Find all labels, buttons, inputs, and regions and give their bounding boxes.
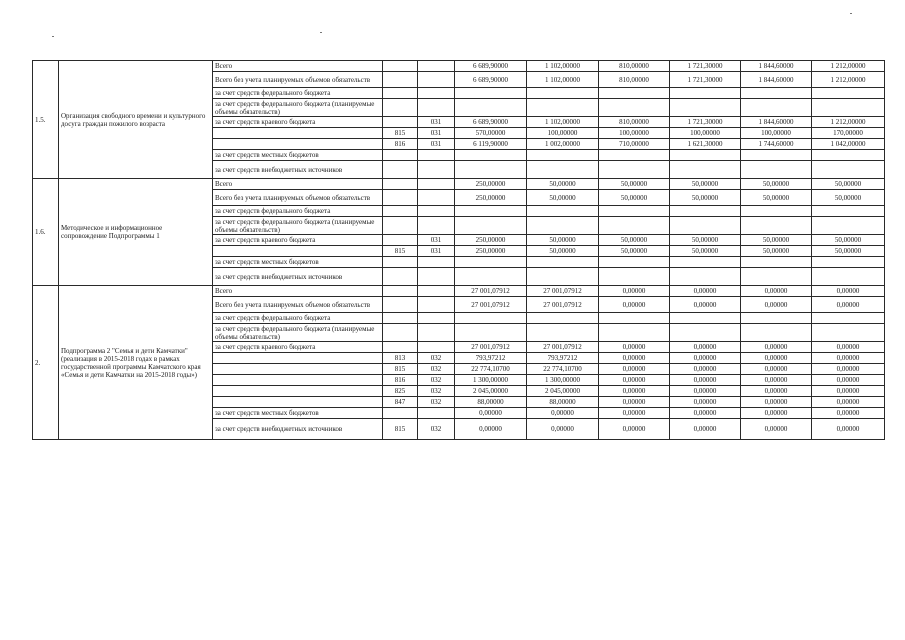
amount-cell: 0,00000 [812, 408, 885, 419]
grbs-code [383, 217, 418, 235]
amount-cell: 0,00000 [741, 386, 812, 397]
funding-source-label: за счет средств краевого бюджета [213, 235, 383, 246]
amount-cell: 0,00000 [670, 342, 741, 353]
grbs-code [383, 268, 418, 286]
amount-cell: 0,00000 [455, 408, 527, 419]
amount-cell: 0,00000 [599, 397, 670, 408]
section-title: Организация свободного времени и культурного досуга граждан пожилого возраста [59, 61, 213, 179]
amount-cell: 50,00000 [527, 235, 599, 246]
grbs-code [383, 61, 418, 72]
amount-cell: 100,00000 [741, 128, 812, 139]
section-code: 032 [418, 353, 455, 364]
funding-source-label [213, 364, 383, 375]
amount-cell: 0,00000 [670, 297, 741, 313]
grbs-code: 847 [383, 397, 418, 408]
amount-cell [455, 257, 527, 268]
amount-cell: 50,00000 [527, 190, 599, 206]
section-number: 2. [33, 286, 59, 440]
grbs-code: 813 [383, 353, 418, 364]
amount-cell: 1 102,00000 [527, 72, 599, 88]
amount-cell: 22 774,10700 [455, 364, 527, 375]
amount-cell: 0,00000 [741, 364, 812, 375]
amount-cell: 0,00000 [599, 408, 670, 419]
amount-cell [741, 313, 812, 324]
section-code [418, 179, 455, 190]
funding-source-label: Всего без учета планируемых объемов обязательств [213, 72, 383, 88]
amount-cell [741, 161, 812, 179]
funding-source-label: Всего [213, 61, 383, 72]
amount-cell [599, 217, 670, 235]
amount-cell: 0,00000 [741, 419, 812, 440]
section-code: 032 [418, 375, 455, 386]
section-code: 031 [418, 235, 455, 246]
grbs-code [383, 161, 418, 179]
amount-cell: 0,00000 [741, 342, 812, 353]
amount-cell [599, 257, 670, 268]
section-code: 032 [418, 397, 455, 408]
amount-cell [527, 161, 599, 179]
amount-cell [527, 99, 599, 117]
amount-cell [741, 150, 812, 161]
amount-cell: 710,00000 [599, 139, 670, 150]
section-code [418, 88, 455, 99]
amount-cell [455, 161, 527, 179]
amount-cell: 0,00000 [670, 397, 741, 408]
amount-cell [599, 324, 670, 342]
amount-cell: 1 212,00000 [812, 117, 885, 128]
amount-cell: 50,00000 [670, 235, 741, 246]
section-code [418, 161, 455, 179]
amount-cell: 50,00000 [741, 246, 812, 257]
grbs-code [383, 257, 418, 268]
section-code [418, 190, 455, 206]
section-title: Подпрограмма 2 "Семья и дети Камчатки" (реализация в 2015-2018 годах в рамках государственной программы Камчатского края «Семья и дети Камчатки на 2015-2018 годы») [59, 286, 213, 440]
amount-cell: 27 001,07912 [455, 342, 527, 353]
amount-cell [670, 150, 741, 161]
funding-source-label [213, 139, 383, 150]
amount-cell [527, 206, 599, 217]
amount-cell: 1 721,30000 [670, 61, 741, 72]
budget-table [32, 60, 885, 440]
funding-source-label: за счет средств местных бюджетов [213, 408, 383, 419]
grbs-code [383, 313, 418, 324]
amount-cell: 100,00000 [670, 128, 741, 139]
amount-cell: 0,00000 [812, 386, 885, 397]
grbs-code [383, 72, 418, 88]
amount-cell: 50,00000 [599, 235, 670, 246]
amount-cell: 0,00000 [455, 419, 527, 440]
section-code: 032 [418, 364, 455, 375]
amount-cell: 0,00000 [812, 375, 885, 386]
amount-cell [599, 206, 670, 217]
section-code [418, 217, 455, 235]
amount-cell: 0,00000 [599, 364, 670, 375]
amount-cell: 50,00000 [812, 246, 885, 257]
amount-cell: 50,00000 [527, 179, 599, 190]
amount-cell: 1 042,00000 [812, 139, 885, 150]
amount-cell [527, 88, 599, 99]
amount-cell [741, 257, 812, 268]
amount-cell: 1 300,00000 [455, 375, 527, 386]
amount-cell: 0,00000 [812, 364, 885, 375]
amount-cell: 27 001,07912 [455, 286, 527, 297]
amount-cell: 50,00000 [812, 190, 885, 206]
amount-cell: 250,00000 [455, 246, 527, 257]
amount-cell: 0,00000 [670, 386, 741, 397]
amount-cell [670, 217, 741, 235]
funding-source-label: за счет средств федерального бюджета [213, 88, 383, 99]
section-code: 032 [418, 386, 455, 397]
amount-cell: 2 045,00000 [455, 386, 527, 397]
funding-source-label: за счет средств краевого бюджета [213, 342, 383, 353]
table-row [33, 179, 885, 190]
funding-source-label: за счет средств федерального бюджета (планируемые объемы обязательств) [213, 99, 383, 117]
amount-cell: 6 689,90000 [455, 61, 527, 72]
section-code: 031 [418, 117, 455, 128]
amount-cell [599, 99, 670, 117]
amount-cell [527, 268, 599, 286]
scan-speck [850, 13, 852, 14]
amount-cell: 1 621,30000 [670, 139, 741, 150]
amount-cell [670, 257, 741, 268]
grbs-code [383, 99, 418, 117]
amount-cell [455, 88, 527, 99]
amount-cell: 793,97212 [527, 353, 599, 364]
grbs-code [383, 206, 418, 217]
amount-cell: 50,00000 [599, 246, 670, 257]
amount-cell: 0,00000 [812, 286, 885, 297]
amount-cell [527, 257, 599, 268]
amount-cell: 0,00000 [812, 297, 885, 313]
amount-cell: 50,00000 [599, 179, 670, 190]
amount-cell: 50,00000 [670, 246, 741, 257]
amount-cell [741, 324, 812, 342]
amount-cell [670, 268, 741, 286]
section-code [418, 342, 455, 353]
amount-cell [812, 324, 885, 342]
section-code [418, 297, 455, 313]
amount-cell: 50,00000 [670, 190, 741, 206]
amount-cell [527, 324, 599, 342]
section-code [418, 286, 455, 297]
amount-cell: 1 844,60000 [741, 117, 812, 128]
amount-cell [812, 257, 885, 268]
amount-cell: 0,00000 [741, 297, 812, 313]
section-code [418, 150, 455, 161]
section-code [418, 61, 455, 72]
amount-cell: 0,00000 [599, 386, 670, 397]
scan-speck [52, 36, 54, 37]
amount-cell [741, 88, 812, 99]
amount-cell: 50,00000 [599, 190, 670, 206]
amount-cell: 0,00000 [527, 408, 599, 419]
funding-source-label: Всего [213, 179, 383, 190]
section-code [418, 99, 455, 117]
amount-cell: 27 001,07912 [527, 342, 599, 353]
section-code: 031 [418, 139, 455, 150]
amount-cell: 88,00000 [455, 397, 527, 408]
section-code [418, 257, 455, 268]
amount-cell: 1 212,00000 [812, 61, 885, 72]
section-code [418, 206, 455, 217]
amount-cell: 6 119,90000 [455, 139, 527, 150]
section-code [418, 72, 455, 88]
amount-cell [455, 313, 527, 324]
funding-source-label: Всего без учета планируемых объемов обязательств [213, 297, 383, 313]
funding-source-label: Всего [213, 286, 383, 297]
amount-cell: 1 721,30000 [670, 117, 741, 128]
grbs-code: 815 [383, 128, 418, 139]
funding-source-label [213, 375, 383, 386]
amount-cell: 0,00000 [599, 342, 670, 353]
amount-cell: 0,00000 [670, 419, 741, 440]
amount-cell [741, 268, 812, 286]
funding-source-label [213, 386, 383, 397]
grbs-code [383, 408, 418, 419]
amount-cell [812, 268, 885, 286]
amount-cell: 0,00000 [599, 297, 670, 313]
amount-cell [455, 99, 527, 117]
funding-source-label [213, 397, 383, 408]
amount-cell: 1 844,60000 [741, 61, 812, 72]
amount-cell: 810,00000 [599, 72, 670, 88]
amount-cell [455, 217, 527, 235]
amount-cell: 1 844,60000 [741, 72, 812, 88]
amount-cell [527, 313, 599, 324]
amount-cell: 22 774,10700 [527, 364, 599, 375]
amount-cell: 1 102,00000 [527, 61, 599, 72]
amount-cell: 0,00000 [599, 375, 670, 386]
amount-cell: 6 689,90000 [455, 117, 527, 128]
grbs-code [383, 235, 418, 246]
amount-cell [670, 88, 741, 99]
amount-cell: 50,00000 [741, 190, 812, 206]
funding-source-label: за счет средств федерального бюджета [213, 206, 383, 217]
grbs-code: 815 [383, 419, 418, 440]
amount-cell [812, 313, 885, 324]
amount-cell: 1 300,00000 [527, 375, 599, 386]
funding-source-label: Всего без учета планируемых объемов обязательств [213, 190, 383, 206]
amount-cell [455, 324, 527, 342]
funding-source-label: за счет средств федерального бюджета [213, 313, 383, 324]
section-number: 1.5. [33, 61, 59, 179]
amount-cell [812, 150, 885, 161]
amount-cell: 0,00000 [670, 408, 741, 419]
amount-cell [741, 206, 812, 217]
amount-cell: 27 001,07912 [527, 297, 599, 313]
grbs-code: 816 [383, 375, 418, 386]
section-code: 031 [418, 246, 455, 257]
section-code [418, 268, 455, 286]
amount-cell: 0,00000 [741, 353, 812, 364]
grbs-code: 816 [383, 139, 418, 150]
amount-cell: 810,00000 [599, 61, 670, 72]
amount-cell [812, 88, 885, 99]
amount-cell: 50,00000 [812, 235, 885, 246]
amount-cell: 6 689,90000 [455, 72, 527, 88]
grbs-code [383, 286, 418, 297]
amount-cell: 0,00000 [812, 397, 885, 408]
section-title: Методическое и информационное сопровождение Подпрограммы 1 [59, 179, 213, 286]
amount-cell: 27 001,07912 [455, 297, 527, 313]
amount-cell [670, 161, 741, 179]
amount-cell [527, 150, 599, 161]
amount-cell: 1 744,60000 [741, 139, 812, 150]
amount-cell: 50,00000 [670, 179, 741, 190]
section-code [418, 324, 455, 342]
amount-cell: 0,00000 [741, 397, 812, 408]
table-row [33, 286, 885, 297]
amount-cell [812, 217, 885, 235]
amount-cell: 50,00000 [741, 235, 812, 246]
amount-cell: 250,00000 [455, 190, 527, 206]
amount-cell [599, 88, 670, 99]
amount-cell [741, 217, 812, 235]
amount-cell: 810,00000 [599, 117, 670, 128]
funding-source-label: за счет средств федерального бюджета (планируемые объемы обязательств) [213, 324, 383, 342]
amount-cell [741, 99, 812, 117]
funding-source-label: за счет средств местных бюджетов [213, 257, 383, 268]
amount-cell [455, 150, 527, 161]
amount-cell: 1 002,00000 [527, 139, 599, 150]
amount-cell [670, 206, 741, 217]
amount-cell: 0,00000 [812, 419, 885, 440]
amount-cell: 100,00000 [527, 128, 599, 139]
amount-cell: 0,00000 [741, 375, 812, 386]
grbs-code [383, 342, 418, 353]
amount-cell: 100,00000 [599, 128, 670, 139]
funding-source-label [213, 246, 383, 257]
amount-cell [670, 313, 741, 324]
section-code: 032 [418, 419, 455, 440]
funding-source-label: за счет средств внебюджетных источников [213, 161, 383, 179]
amount-cell [599, 161, 670, 179]
grbs-code [383, 179, 418, 190]
amount-cell: 50,00000 [741, 179, 812, 190]
amount-cell: 0,00000 [599, 353, 670, 364]
amount-cell [812, 161, 885, 179]
amount-cell: 1 212,00000 [812, 72, 885, 88]
funding-source-label [213, 353, 383, 364]
section-code [418, 408, 455, 419]
amount-cell: 250,00000 [455, 235, 527, 246]
amount-cell [599, 268, 670, 286]
amount-cell [455, 206, 527, 217]
amount-cell [455, 268, 527, 286]
amount-cell [599, 150, 670, 161]
amount-cell: 2 045,00000 [527, 386, 599, 397]
amount-cell: 0,00000 [670, 375, 741, 386]
funding-source-label: за счет средств внебюджетных источников [213, 419, 383, 440]
amount-cell: 1 721,30000 [670, 72, 741, 88]
table-row [33, 61, 885, 72]
amount-cell: 88,00000 [527, 397, 599, 408]
grbs-code: 815 [383, 246, 418, 257]
amount-cell: 0,00000 [812, 342, 885, 353]
funding-source-label: за счет средств местных бюджетов [213, 150, 383, 161]
grbs-code [383, 297, 418, 313]
amount-cell: 0,00000 [599, 286, 670, 297]
grbs-code [383, 88, 418, 99]
funding-source-label: за счет средств краевого бюджета [213, 117, 383, 128]
funding-source-label: за счет средств федерального бюджета (планируемые объемы обязательств) [213, 217, 383, 235]
amount-cell: 50,00000 [527, 246, 599, 257]
section-code: 031 [418, 128, 455, 139]
amount-cell: 50,00000 [812, 179, 885, 190]
grbs-code: 815 [383, 364, 418, 375]
section-code [418, 313, 455, 324]
grbs-code: 825 [383, 386, 418, 397]
amount-cell [812, 99, 885, 117]
amount-cell: 0,00000 [670, 286, 741, 297]
amount-cell: 570,00000 [455, 128, 527, 139]
amount-cell [670, 99, 741, 117]
amount-cell: 0,00000 [812, 353, 885, 364]
section-number: 1.6. [33, 179, 59, 286]
amount-cell: 0,00000 [741, 408, 812, 419]
grbs-code [383, 117, 418, 128]
amount-cell: 0,00000 [599, 419, 670, 440]
amount-cell: 0,00000 [670, 364, 741, 375]
amount-cell: 0,00000 [741, 286, 812, 297]
amount-cell: 0,00000 [527, 419, 599, 440]
amount-cell [599, 313, 670, 324]
funding-source-label: за счет средств внебюджетных источников [213, 268, 383, 286]
amount-cell: 0,00000 [670, 353, 741, 364]
grbs-code [383, 190, 418, 206]
amount-cell [812, 206, 885, 217]
scan-speck [320, 32, 322, 33]
amount-cell [670, 324, 741, 342]
amount-cell [527, 217, 599, 235]
amount-cell: 250,00000 [455, 179, 527, 190]
amount-cell: 170,00000 [812, 128, 885, 139]
amount-cell: 1 102,00000 [527, 117, 599, 128]
grbs-code [383, 324, 418, 342]
amount-cell: 793,97212 [455, 353, 527, 364]
amount-cell: 27 001,07912 [527, 286, 599, 297]
grbs-code [383, 150, 418, 161]
funding-source-label [213, 128, 383, 139]
